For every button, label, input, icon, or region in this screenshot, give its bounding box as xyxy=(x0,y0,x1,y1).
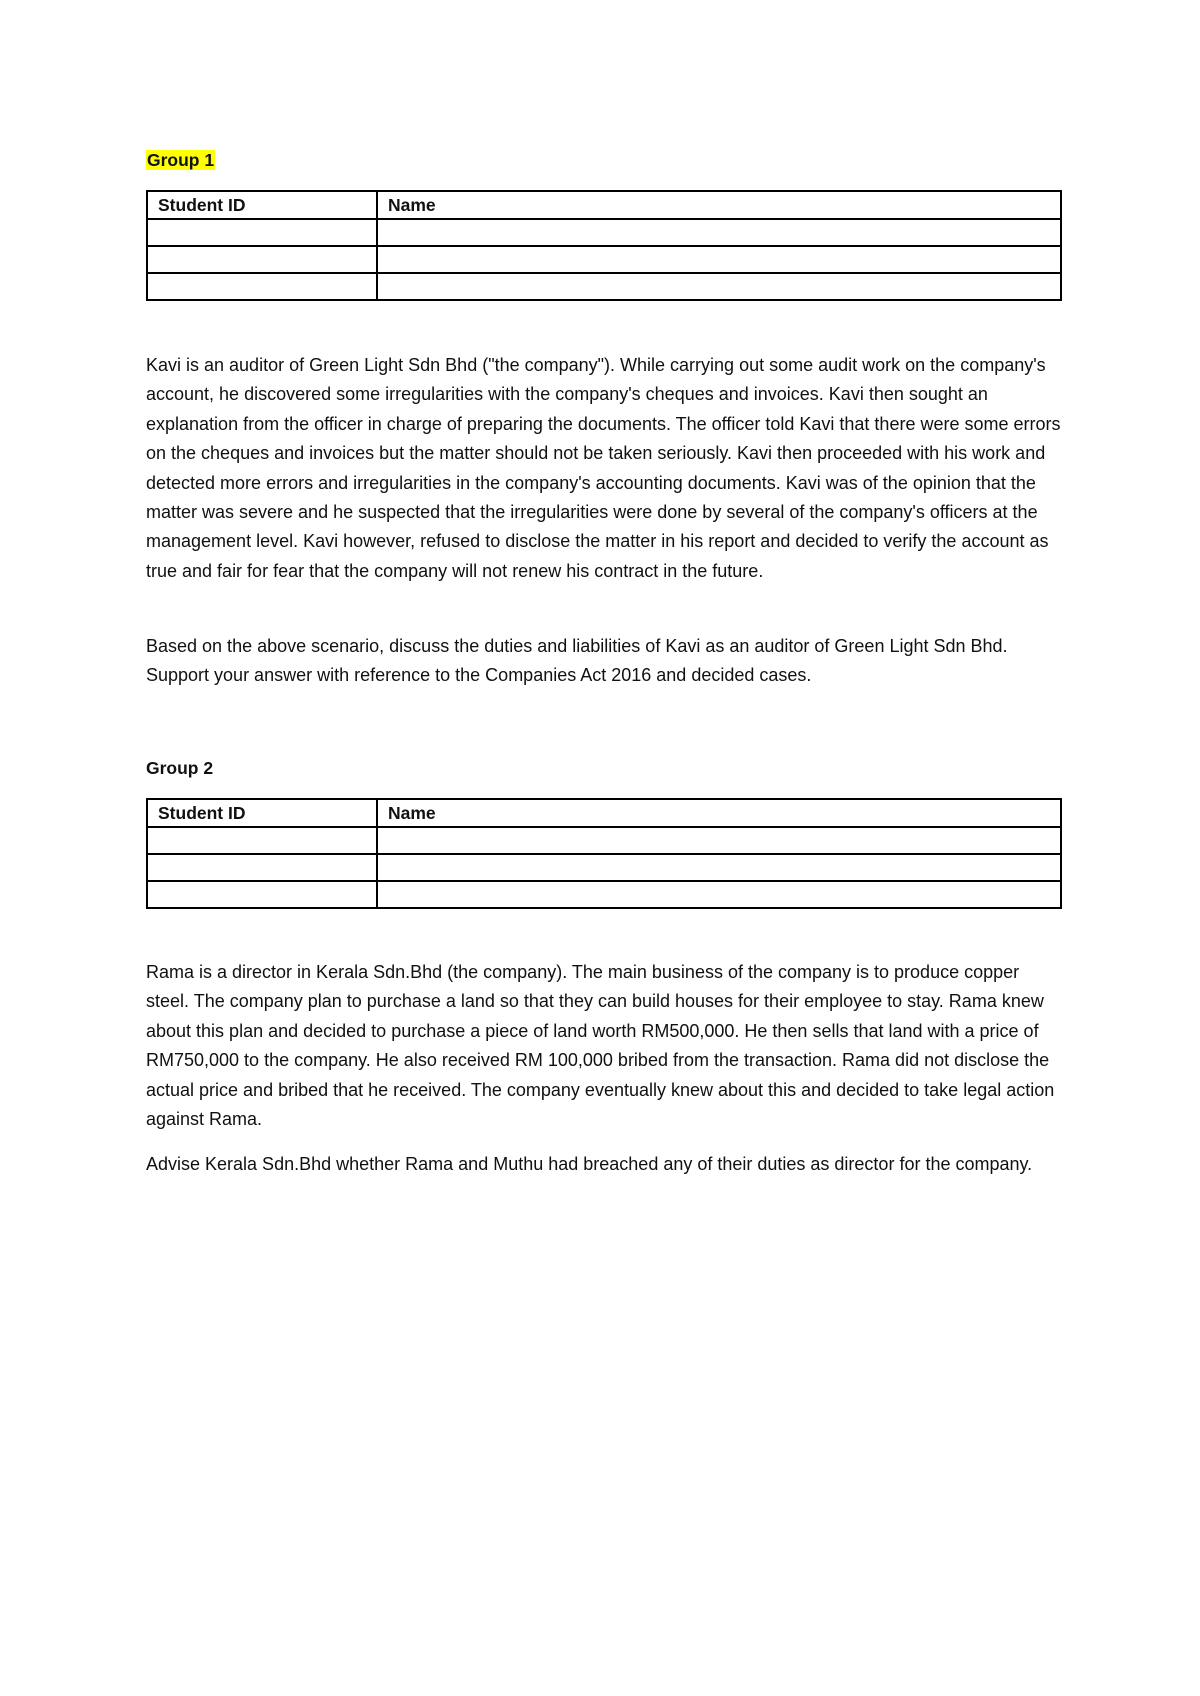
table-row xyxy=(147,827,1061,854)
table-row xyxy=(147,246,1061,273)
table-header-row xyxy=(147,191,1061,219)
name-cell[interactable] xyxy=(377,246,1061,273)
name-cell[interactable] xyxy=(377,219,1061,246)
group1-scenario-paragraph: Kavi is an auditor of Green Light Sdn Bhd ("the company"). While carrying out some audit work on the company's account, he discovered some irregularities with the company's cheques and invoices. Kavi then sought an explanation from the officer in charge of preparing the documents. The officer told Kavi that there were some errors on the cheques and invoices but the matter should not be taken seriously. Kavi then proceeded with his work and detected more errors and irregularities in the company's accounting documents. Kavi was of the opinion that the matter was severe and he suspected that the irregularities were done by several of the company's officers at the management level. Kavi however, refused to disclose the matter in his report and decided to verify the account as true and fair for fear that the company will not renew his contract in the future. xyxy=(146,355,1061,581)
student-id-cell[interactable] xyxy=(147,881,377,908)
group1-heading-text: Group 1 xyxy=(147,150,215,170)
name-header: Name xyxy=(377,799,1061,827)
student-id-cell[interactable] xyxy=(147,827,377,854)
table-row xyxy=(147,219,1061,246)
table-row xyxy=(147,273,1061,300)
student-id-header: Student ID xyxy=(147,191,377,219)
group2-question-paragraph: Advise Kerala Sdn.Bhd whether Rama and Muthu had breached any of their duties as director for the company. xyxy=(146,1154,1033,1174)
group2-scenario-paragraph: Rama is a director in Kerala Sdn.Bhd (the company). The main business of the company is to produce copper steel. The company plan to purchase a land so that they can build houses for their employee to stay. Rama knew about this plan and decided to purchase a piece of land worth RM500,000. He then sells that land with a price of RM750,000 to the company. He also received RM 100,000 bribed from the transaction. Rama did not disclose the actual price and bribed that he received. The company eventually knew about this and decided to take legal action against Rama. xyxy=(146,962,1055,1130)
name-cell[interactable] xyxy=(377,827,1061,854)
name-cell[interactable] xyxy=(377,854,1061,881)
student-id-cell[interactable] xyxy=(147,246,377,273)
name-cell[interactable] xyxy=(377,273,1061,300)
table-header-row xyxy=(147,799,1061,827)
student-id-cell[interactable] xyxy=(147,219,377,246)
student-id-cell[interactable] xyxy=(147,854,377,881)
group2-heading: Group 2 xyxy=(146,758,214,778)
student-id-cell[interactable] xyxy=(147,273,377,300)
group1-heading xyxy=(146,148,215,172)
student-id-header: Student ID xyxy=(147,799,377,827)
name-cell[interactable] xyxy=(377,881,1061,908)
group1-question-paragraph: Based on the above scenario, discuss the duties and liabilities of Kavi as an auditor of Green Light Sdn Bhd. Support your answer with reference to the Companies Act 2016 and decided cases. xyxy=(146,636,1008,686)
group1-student-table xyxy=(146,190,1062,301)
group2-student-table xyxy=(146,798,1062,909)
table-row xyxy=(147,854,1061,881)
table-row xyxy=(147,881,1061,908)
name-header: Name xyxy=(377,191,1061,219)
